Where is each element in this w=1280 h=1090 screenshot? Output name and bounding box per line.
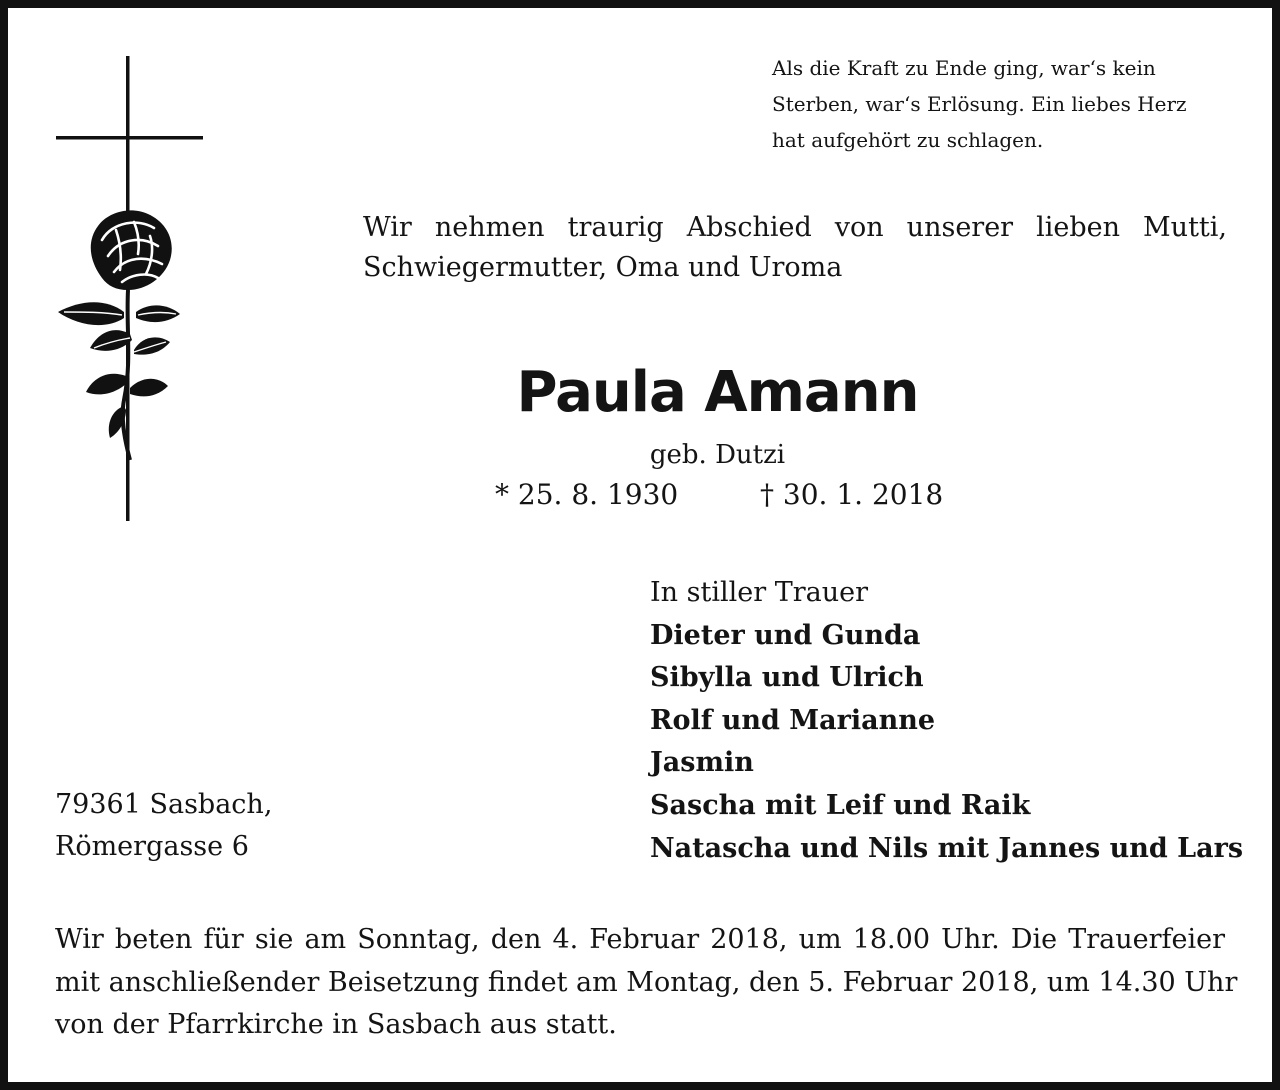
intro-text	[363, 208, 1227, 288]
address-line: Römergasse 6	[55, 831, 249, 862]
service-line: von der Pfarrkirche in Sasbach aus statt.	[55, 1009, 617, 1040]
intro-line: Schwiegermutter, Oma und Uroma	[363, 252, 843, 283]
quote	[772, 50, 1242, 158]
mourner-name: Rolf und Marianne	[650, 704, 936, 736]
quote-line: Sterben, war‘s Erlösung. Ein liebes Herz	[772, 92, 1187, 116]
service-info	[55, 919, 1238, 1047]
quote-line: hat aufgehört zu schlagen.	[772, 128, 1044, 152]
mourner-name: Sascha mit Leif und Raik	[650, 789, 1031, 821]
quote-line: Als die Kraft zu Ende ging, war‘s kein	[772, 56, 1156, 80]
mourner-name: Natascha und Nils mit Jannes und Lars	[650, 832, 1244, 864]
address	[55, 784, 455, 868]
service-line: mit anschließender Beisetzung findet am Montag, den 5. Februar 2018, um 14.30 Uhr	[55, 966, 1238, 998]
mourner-name: Jasmin	[650, 747, 754, 779]
service-line: Wir beten für sie am Sonntag, den 4. Februar 2018, um 18.00 Uhr. Die Trauerfeier	[55, 924, 1225, 955]
birth-date: * 25. 8. 1930	[495, 478, 679, 511]
deceased-name: Paula Amann	[516, 360, 919, 425]
mourner-name: Dieter und Gunda	[650, 619, 921, 651]
maiden-name: geb. Dutzi	[649, 440, 786, 470]
mourner-name: Sibylla und Ulrich	[650, 662, 924, 694]
intro-line: Wir nehmen traurig Abschied von unserer lieben Mutti,	[363, 212, 1227, 243]
death-date: † 30. 1. 2018	[760, 478, 944, 511]
mourners-list	[650, 572, 1250, 870]
mourners-label: In stiller Trauer	[650, 577, 869, 608]
address-line: 79361 Sasbach,	[55, 789, 273, 820]
